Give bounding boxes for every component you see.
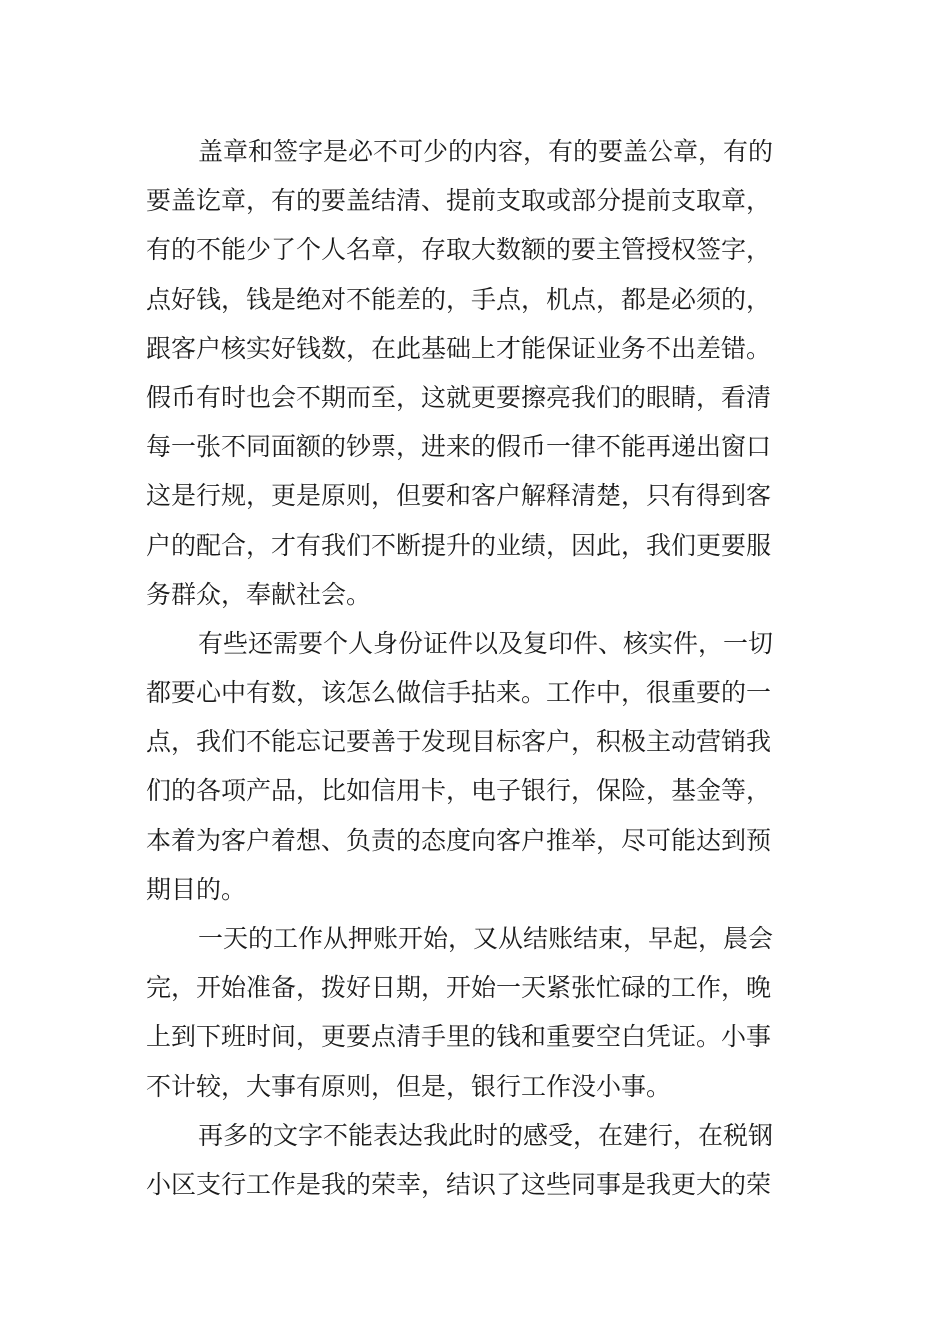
text-line: 假币有时也会不期而至，这就更要擦亮我们的眼睛，看清 bbox=[146, 382, 772, 412]
text-line: 跟客户核实好钱数，在此基础上才能保证业务不出差错。 bbox=[146, 333, 772, 363]
text-line: 这是行规，更是原则，但要和客户解释清楚，只有得到客 bbox=[146, 481, 772, 511]
text-line: 完，开始准备，拨好日期，开始一天紧张忙碌的工作，晚 bbox=[146, 973, 772, 1003]
text-line: 都要心中有数，该怎么做信手拈来。工作中，很重要的一 bbox=[146, 678, 772, 708]
paragraph-first-line: 一天的工作从押账开始，又从结账结束，早起，晨会 bbox=[198, 924, 774, 953]
text-line: 有的不能少了个人名章，存取大数额的要主管授权签字， bbox=[146, 235, 772, 265]
paragraph-first-line: 有些还需要个人身份证件以及复印件、核实件，一切 bbox=[198, 628, 774, 658]
text-line: 小区支行工作是我的荣幸，结识了这些同事是我更大的荣 bbox=[146, 1169, 772, 1199]
text-line: 点好钱，钱是绝对不能差的，手点，机点，都是必须的， bbox=[146, 284, 772, 314]
text-line: 要盖讫章，有的要盖结清、提前支取或部分提前支取章， bbox=[146, 186, 772, 216]
text-line: 上到下班时间，更要点清手里的钱和重要空白凭证。小事 bbox=[146, 1022, 772, 1052]
paragraph-first-line: 盖章和签字是必不可少的内容，有的要盖公章，有的 bbox=[198, 137, 774, 166]
text-line: 务群众，奉献社会。 bbox=[146, 579, 372, 609]
document-body bbox=[146, 127, 806, 1209]
text-line: 本着为客户着想、负责的态度向客户推举，尽可能达到预 bbox=[146, 825, 772, 855]
text-line: 户的配合，才有我们不断提升的业绩，因此，我们更要服 bbox=[146, 530, 772, 560]
text-line: 期目的。 bbox=[146, 874, 247, 904]
text-line: 每一张不同面额的钞票，进来的假币一律不能再递出窗口 bbox=[146, 432, 772, 462]
text-line: 不计较，大事有原则，但是，银行工作没小事。 bbox=[146, 1071, 672, 1101]
text-line: 们的各项产品，比如信用卡，电子银行，保险，基金等， bbox=[146, 776, 772, 806]
text-line: 点，我们不能忘记要善于发现目标客户，积极主动营销我 bbox=[146, 727, 772, 757]
paragraph-first-line: 再多的文字不能表达我此时的感受，在建行，在税钢 bbox=[198, 1120, 774, 1150]
